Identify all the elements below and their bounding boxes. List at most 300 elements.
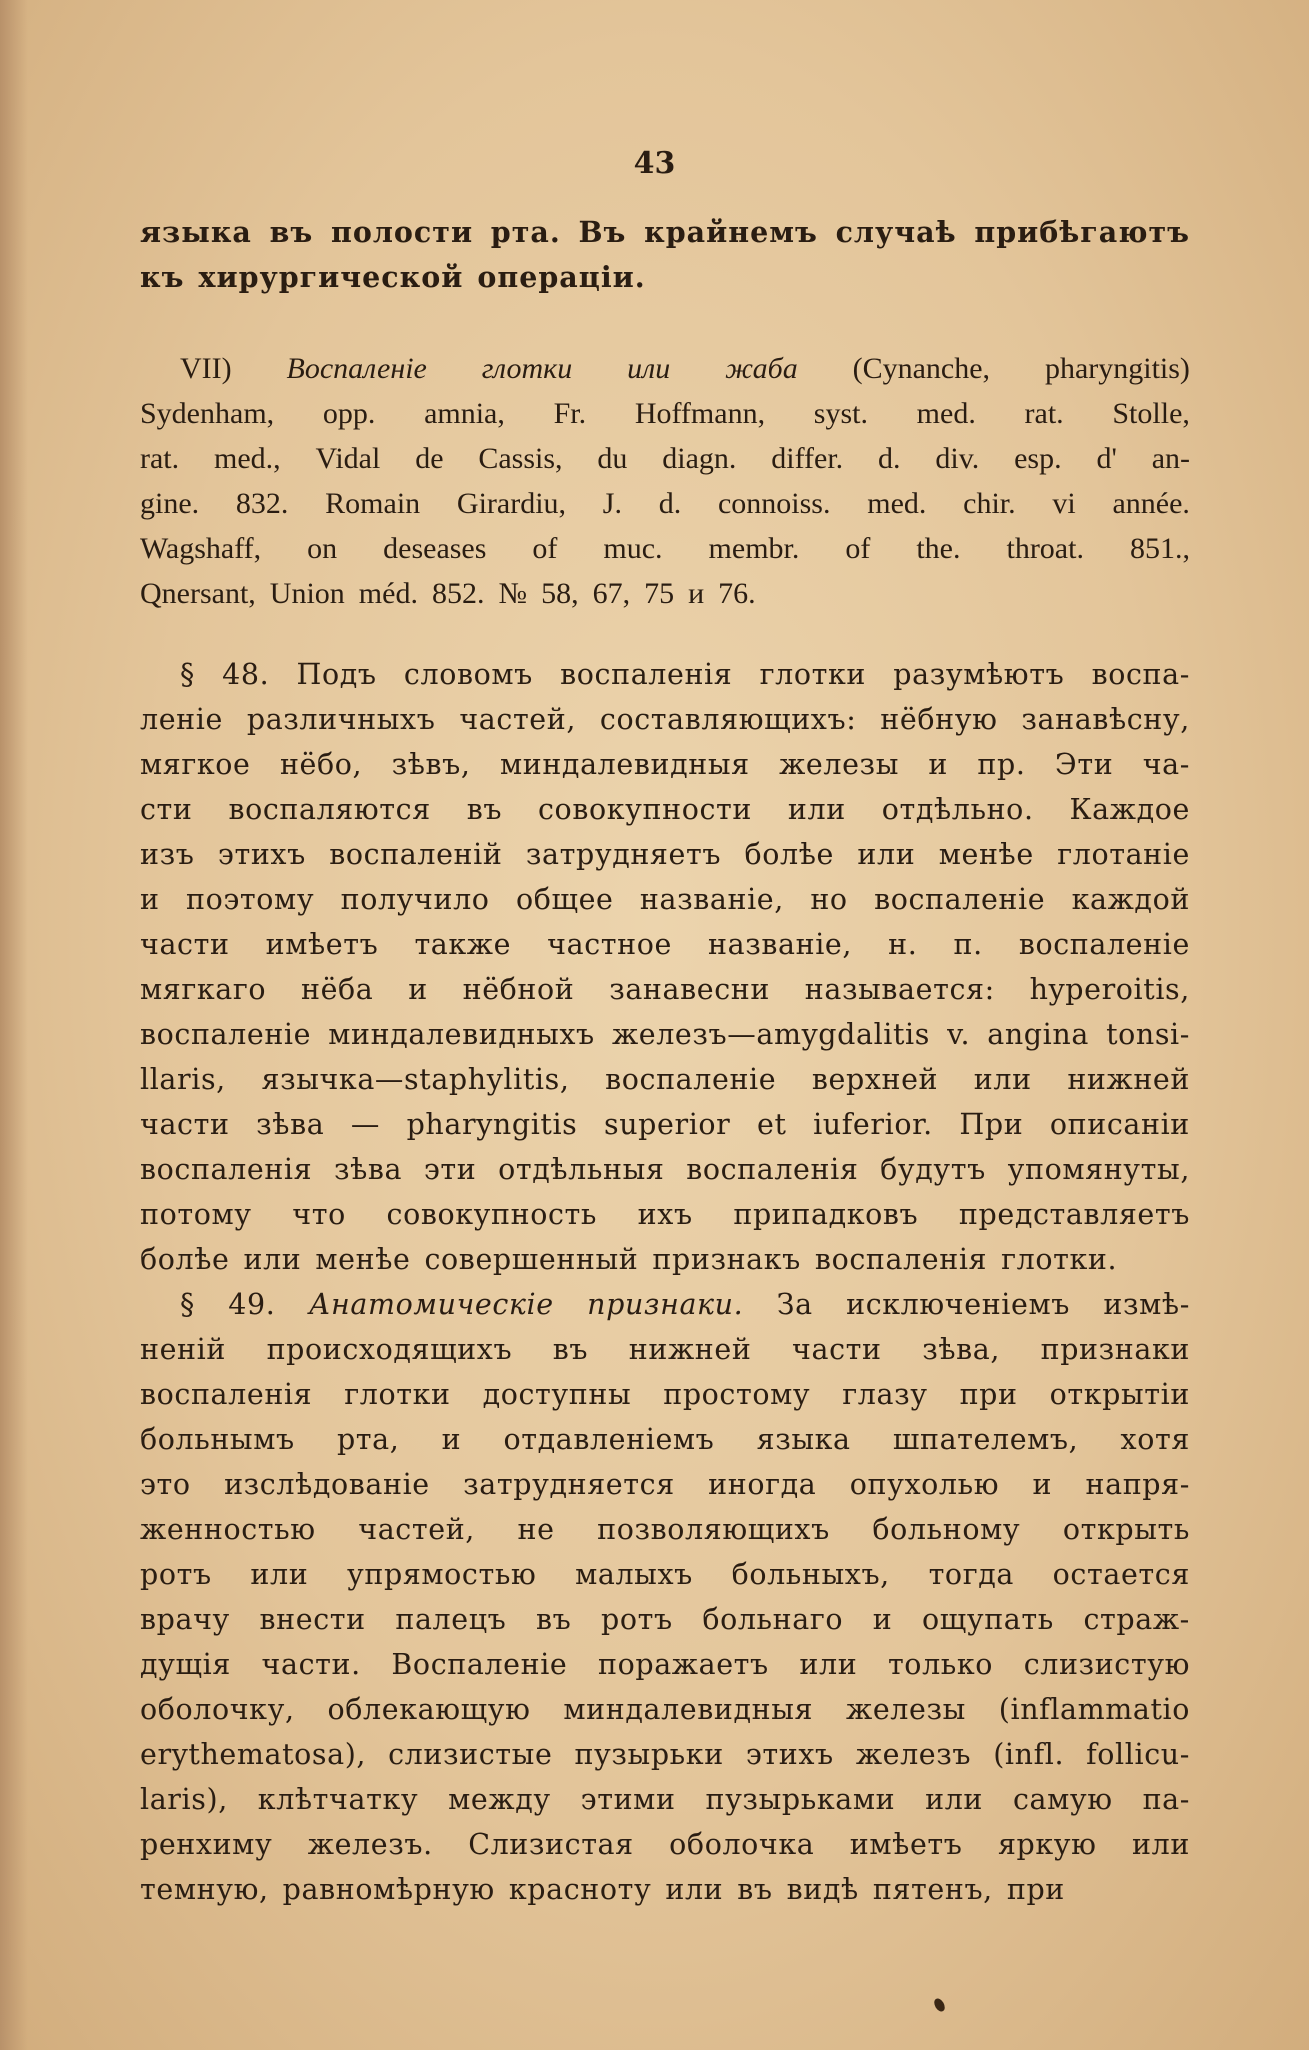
word: при xyxy=(1006,1873,1065,1906)
word: — xyxy=(350,1108,380,1141)
word: опухолью xyxy=(849,1468,1000,1501)
word: болѣе xyxy=(744,838,834,871)
word: слизистые xyxy=(388,1738,553,1771)
word: (inflammatio xyxy=(998,1693,1190,1726)
word: Union xyxy=(269,577,345,610)
word: Vidal xyxy=(315,442,381,475)
word: d' xyxy=(1096,442,1117,475)
word: 76. xyxy=(718,577,756,610)
word: differ. xyxy=(771,442,844,475)
word: или xyxy=(787,793,846,826)
word: пр. xyxy=(977,748,1026,781)
text-line xyxy=(140,1687,1190,1732)
word: воспа- xyxy=(1091,658,1190,691)
word: connoiss. xyxy=(717,487,831,520)
word: этими xyxy=(580,1783,676,1816)
word: красноту xyxy=(508,1873,652,1906)
word: языка xyxy=(756,1423,851,1456)
word: этихъ xyxy=(745,1738,834,1771)
word: de xyxy=(415,442,444,475)
word: или xyxy=(1132,1828,1190,1861)
word: занавѣсну, xyxy=(1021,703,1190,736)
word: упрямостью xyxy=(347,1558,537,1591)
word: частное xyxy=(547,928,672,961)
word: не xyxy=(517,1513,555,1546)
word: Слизистая xyxy=(468,1828,634,1861)
word: менѣе xyxy=(938,838,1034,871)
word: et xyxy=(756,1108,787,1141)
word: пузырьками xyxy=(705,1783,896,1816)
word: железъ—amygdalitis xyxy=(611,1018,930,1051)
word: ротъ xyxy=(601,1603,673,1636)
word: частей, xyxy=(358,1513,475,1546)
word: the. xyxy=(916,532,961,565)
word: или xyxy=(627,352,671,385)
word: каждой xyxy=(1071,883,1190,916)
word: pharyngitis) xyxy=(1044,352,1190,385)
word: воспаленія xyxy=(140,1378,313,1411)
word: сти xyxy=(140,793,193,826)
text-line xyxy=(140,1012,1190,1057)
text-line xyxy=(140,1777,1190,1822)
word: При xyxy=(959,1108,1024,1141)
word: части xyxy=(140,1108,230,1141)
word: Эти xyxy=(1054,748,1114,781)
word: d. xyxy=(878,442,901,475)
word: что xyxy=(292,1198,346,1231)
word: воспаленіе xyxy=(874,883,1046,916)
text-line xyxy=(140,1192,1190,1237)
text-line xyxy=(140,1867,1190,1912)
word: laris), xyxy=(140,1783,228,1816)
text-line xyxy=(140,967,1190,1012)
word: tonsi- xyxy=(1106,1018,1190,1051)
word: нёбную xyxy=(880,703,998,736)
word: железъ. xyxy=(307,1828,433,1861)
word: изъ xyxy=(140,838,195,871)
word: или xyxy=(243,1243,302,1276)
text-line xyxy=(140,787,1190,832)
text-line xyxy=(140,832,1190,877)
word: названіе, xyxy=(639,883,784,916)
section-heading-bibliography xyxy=(140,346,1190,616)
word: an- xyxy=(1151,442,1190,475)
word: зѣвъ, xyxy=(391,748,471,781)
word: равномѣрную xyxy=(282,1873,495,1906)
word: iuferior. xyxy=(813,1108,933,1141)
word: миндалевидныхъ xyxy=(328,1018,595,1051)
word: hyperoitis, xyxy=(1029,973,1190,1006)
word: VII) xyxy=(180,352,232,385)
word: доступны xyxy=(482,1378,632,1411)
word: of xyxy=(532,532,558,565)
word: Cassis, xyxy=(478,442,563,475)
word: клѣтчатку xyxy=(257,1783,419,1816)
word: J. xyxy=(602,487,622,520)
word: видѣ xyxy=(786,1873,859,1906)
word: частей, xyxy=(459,703,577,736)
word: d. xyxy=(658,487,682,520)
word: имѣетъ xyxy=(849,1828,963,1861)
word: совокупности xyxy=(538,793,752,826)
word: глотки xyxy=(759,658,867,691)
text-line xyxy=(140,1552,1190,1597)
word: язычка—staphylitis, xyxy=(261,1063,570,1096)
word: операціи. xyxy=(477,260,646,294)
word: простому xyxy=(663,1378,811,1411)
word: 832. xyxy=(235,487,289,520)
word: упомянуты, xyxy=(1007,1153,1190,1186)
word: различныхъ xyxy=(246,703,436,736)
word: врачу xyxy=(140,1603,230,1636)
word: яркую xyxy=(997,1828,1097,1861)
page-number: 43 xyxy=(633,146,676,181)
word: потому xyxy=(140,1198,252,1231)
word: рта. xyxy=(490,215,561,249)
word: оболочка xyxy=(669,1828,815,1861)
word: ощупать xyxy=(921,1603,1054,1636)
paragraph-body xyxy=(140,652,1190,1912)
word: глотки. xyxy=(1001,1243,1118,1276)
word: № xyxy=(498,577,528,610)
word: признакъ xyxy=(652,1243,801,1276)
word: deseases xyxy=(383,532,487,565)
word: зѣва xyxy=(256,1108,325,1141)
word: и xyxy=(688,577,705,610)
word: страж- xyxy=(1083,1603,1190,1636)
word: § xyxy=(180,1288,195,1321)
word: жаба xyxy=(725,352,798,385)
word: менѣе xyxy=(315,1243,411,1276)
word: но xyxy=(810,883,848,916)
word: въ xyxy=(737,1873,773,1906)
word: н. xyxy=(888,928,918,961)
word: 67, xyxy=(592,577,631,610)
word: эти xyxy=(423,1153,477,1186)
text-line xyxy=(140,1147,1190,1192)
word: затрудняется xyxy=(463,1468,675,1501)
word: происходящихъ xyxy=(266,1333,513,1366)
word: глазу xyxy=(842,1378,928,1411)
word: rat. xyxy=(1024,397,1064,430)
word: разумѣютъ xyxy=(893,658,1065,691)
word: med., xyxy=(213,442,281,475)
word: muc. xyxy=(603,532,663,565)
word: vi xyxy=(1052,487,1076,520)
word: med. xyxy=(867,487,927,520)
word: Воспаленіе xyxy=(286,352,427,385)
word: или xyxy=(799,1648,858,1681)
word: воспаленія xyxy=(560,658,733,691)
text-line xyxy=(140,1102,1190,1147)
word: ча- xyxy=(1142,748,1190,781)
word: 49. xyxy=(228,1288,276,1321)
word: рта, xyxy=(336,1423,400,1456)
word: въ xyxy=(269,215,314,249)
text-line xyxy=(140,1237,1190,1282)
word: Въ xyxy=(578,215,627,249)
word: и xyxy=(441,1423,462,1456)
word: имѣетъ xyxy=(265,928,379,961)
word: тогда xyxy=(928,1558,1014,1591)
text-line xyxy=(140,1732,1190,1777)
word: глотки xyxy=(481,352,573,385)
word: воспаленіе xyxy=(605,1063,777,1096)
word: llaris, xyxy=(140,1063,226,1096)
word: крайнемъ xyxy=(644,215,818,249)
word: throat. xyxy=(1006,532,1084,565)
word: болѣе xyxy=(140,1243,230,1276)
word: внести xyxy=(259,1603,366,1636)
word: темную, xyxy=(140,1873,269,1906)
word: части xyxy=(792,1333,882,1366)
word: chir. xyxy=(963,487,1016,520)
word: совокупность xyxy=(386,1198,598,1231)
text-line xyxy=(140,1417,1190,1462)
word: въ xyxy=(536,1603,572,1636)
word: воспаляются xyxy=(228,793,431,826)
word: п. xyxy=(953,928,983,961)
word: больнаго xyxy=(702,1603,844,1636)
word: въ xyxy=(466,793,503,826)
word: syst. xyxy=(813,397,868,430)
text-line xyxy=(140,1327,1190,1372)
word: Воспаленіе xyxy=(391,1648,568,1681)
word: составляющихъ: xyxy=(599,703,857,736)
text-line xyxy=(140,1597,1190,1642)
word: follicu- xyxy=(1086,1738,1190,1771)
word: année. xyxy=(1112,487,1190,520)
word: прибѣгаютъ xyxy=(974,215,1190,249)
word: малыхъ xyxy=(575,1558,693,1591)
text-line xyxy=(140,1057,1190,1102)
word: открыть xyxy=(1062,1513,1190,1546)
word: méd. xyxy=(358,577,418,610)
text-line xyxy=(140,1372,1190,1417)
word: хотя xyxy=(1120,1423,1190,1456)
word: Girardiu, xyxy=(456,487,567,520)
word: Sydenham, xyxy=(140,397,275,430)
word: on xyxy=(307,532,338,565)
word: больныхъ, xyxy=(731,1558,890,1591)
word: Анатомическіе xyxy=(308,1288,554,1321)
word: палецъ xyxy=(395,1603,507,1636)
word: (Cynanche, xyxy=(852,352,991,385)
word: облекающую xyxy=(327,1693,531,1726)
word: припадковъ xyxy=(733,1198,919,1231)
word: леніе xyxy=(140,703,223,736)
word: пятенъ, xyxy=(872,1873,993,1906)
word: шпателемъ, xyxy=(892,1423,1079,1456)
word: esp. xyxy=(1014,442,1062,475)
word: затрудняетъ xyxy=(525,838,722,871)
word: нёба xyxy=(300,973,374,1006)
word: только xyxy=(887,1648,994,1681)
word: и xyxy=(408,973,428,1006)
word: называется: xyxy=(804,973,995,1006)
word: поражаетъ xyxy=(598,1648,769,1681)
word: Stolle, xyxy=(1112,397,1190,430)
text-line xyxy=(140,391,1190,436)
word: языка xyxy=(140,215,252,249)
word: словомъ xyxy=(403,658,533,691)
text-line xyxy=(140,255,1190,300)
word: и xyxy=(872,1603,893,1636)
word: будутъ xyxy=(880,1153,986,1186)
word: части. xyxy=(261,1648,361,1681)
word: измѣ- xyxy=(1103,1288,1190,1321)
word: миндалевидныя xyxy=(563,1693,814,1726)
word: поэтому xyxy=(186,883,315,916)
word: воспаленіе xyxy=(140,1018,312,1051)
word: части xyxy=(140,928,230,961)
word: этихъ xyxy=(217,838,306,871)
word: нижней xyxy=(1067,1063,1190,1096)
text-line xyxy=(140,697,1190,742)
word: Fr. xyxy=(553,397,587,430)
word: (infl. xyxy=(993,1738,1065,1771)
word: къ xyxy=(140,260,185,294)
word: и xyxy=(1032,1468,1053,1501)
word: при xyxy=(959,1378,1018,1411)
word: нёбной xyxy=(462,973,575,1006)
word: нижней xyxy=(628,1333,752,1366)
word: железы xyxy=(846,1693,966,1726)
word: оболочку, xyxy=(140,1693,295,1726)
word: въ xyxy=(552,1333,589,1366)
word: Каждое xyxy=(1069,793,1190,826)
word: пузырьки xyxy=(574,1738,724,1771)
word: med. xyxy=(916,397,976,430)
paragraph-intro xyxy=(140,210,1190,300)
word: воспаленій xyxy=(329,838,503,871)
word: позволяющихъ xyxy=(597,1513,830,1546)
text-line xyxy=(140,571,1190,616)
word: § xyxy=(180,658,195,691)
word: erythematosa), xyxy=(140,1738,367,1771)
word: angina xyxy=(987,1018,1089,1051)
word: отдѣльныя xyxy=(498,1153,665,1186)
word: верхней xyxy=(811,1063,939,1096)
word: Подъ xyxy=(296,658,377,691)
word: и xyxy=(928,748,948,781)
word: хирургической xyxy=(198,260,464,294)
word: признаки. xyxy=(587,1288,744,1321)
word: зѣва, xyxy=(922,1333,1001,1366)
word: 851., xyxy=(1129,532,1190,565)
word: это xyxy=(140,1468,191,1501)
word: или xyxy=(973,1063,1032,1096)
text-line xyxy=(140,481,1190,526)
word: pharyngitis xyxy=(406,1108,578,1141)
word: воспаленія xyxy=(814,1243,988,1276)
word: больному xyxy=(872,1513,1021,1546)
word: между xyxy=(448,1783,551,1816)
text-line xyxy=(140,1642,1190,1687)
word: 852. xyxy=(431,577,485,610)
text-line xyxy=(140,1462,1190,1507)
text-line xyxy=(140,1822,1190,1867)
text-line xyxy=(140,652,1190,697)
word: исключеніемъ xyxy=(846,1288,1070,1321)
word: За xyxy=(776,1288,813,1321)
text-line xyxy=(140,346,1190,391)
text-line xyxy=(140,210,1190,255)
word: of xyxy=(845,532,871,565)
word: воспаленія xyxy=(686,1153,859,1186)
word: общее xyxy=(515,883,614,916)
word: воспаленія xyxy=(140,1153,313,1186)
word: зѣва xyxy=(333,1153,403,1186)
word: названіе, xyxy=(708,928,853,961)
word: или xyxy=(250,1558,309,1591)
text-line xyxy=(140,526,1190,571)
word: мягкое xyxy=(140,748,251,781)
text-line xyxy=(140,877,1190,922)
word: железъ xyxy=(855,1738,972,1771)
word: отдавленіемъ xyxy=(503,1423,715,1456)
word: opp. xyxy=(322,397,376,430)
word: также xyxy=(414,928,512,961)
word: железы xyxy=(779,748,899,781)
word: 75 xyxy=(644,577,675,610)
word: ротъ xyxy=(140,1558,212,1591)
ink-spot xyxy=(932,1997,947,2014)
word: superior xyxy=(603,1108,731,1141)
word: получило xyxy=(340,883,490,916)
word: воспаленіе xyxy=(1018,928,1190,961)
word: diagn. xyxy=(662,442,737,475)
word: du xyxy=(597,442,628,475)
word: представляетъ xyxy=(958,1198,1190,1231)
text-line xyxy=(140,742,1190,787)
word: глотки xyxy=(344,1378,451,1411)
word: или xyxy=(857,838,916,871)
word: или xyxy=(925,1783,984,1816)
word: неній xyxy=(140,1333,226,1366)
word: совершенный xyxy=(424,1243,639,1276)
word: иногда xyxy=(708,1468,817,1501)
page-edge-shadow xyxy=(0,0,28,2050)
word: женностью xyxy=(140,1513,316,1546)
word: изслѣдованіе xyxy=(224,1468,430,1501)
word: занавесни xyxy=(609,973,770,1006)
word: или xyxy=(665,1873,724,1906)
word: самую xyxy=(1012,1783,1113,1816)
word: нёбо, xyxy=(279,748,363,781)
word: ренхиму xyxy=(140,1828,273,1861)
word: Romain xyxy=(325,487,421,520)
word: Qnersant, xyxy=(140,577,256,610)
word: напря- xyxy=(1085,1468,1190,1501)
word: отдѣльно. xyxy=(881,793,1034,826)
word: больнымъ xyxy=(140,1423,295,1456)
word: открытіи xyxy=(1049,1378,1190,1411)
word: и xyxy=(140,883,160,916)
word: 48. xyxy=(222,658,270,691)
word: признаки xyxy=(1040,1333,1190,1366)
word: rat. xyxy=(140,442,180,475)
word: глотаніе xyxy=(1057,838,1190,871)
text-line xyxy=(140,436,1190,481)
word: 58, xyxy=(541,577,579,610)
text-line xyxy=(140,922,1190,967)
word: миндалевидныя xyxy=(499,748,750,781)
word: v. xyxy=(947,1018,971,1051)
word: Wagshaff, xyxy=(140,532,262,565)
text-line xyxy=(140,1282,1190,1327)
word: amnia, xyxy=(424,397,505,430)
